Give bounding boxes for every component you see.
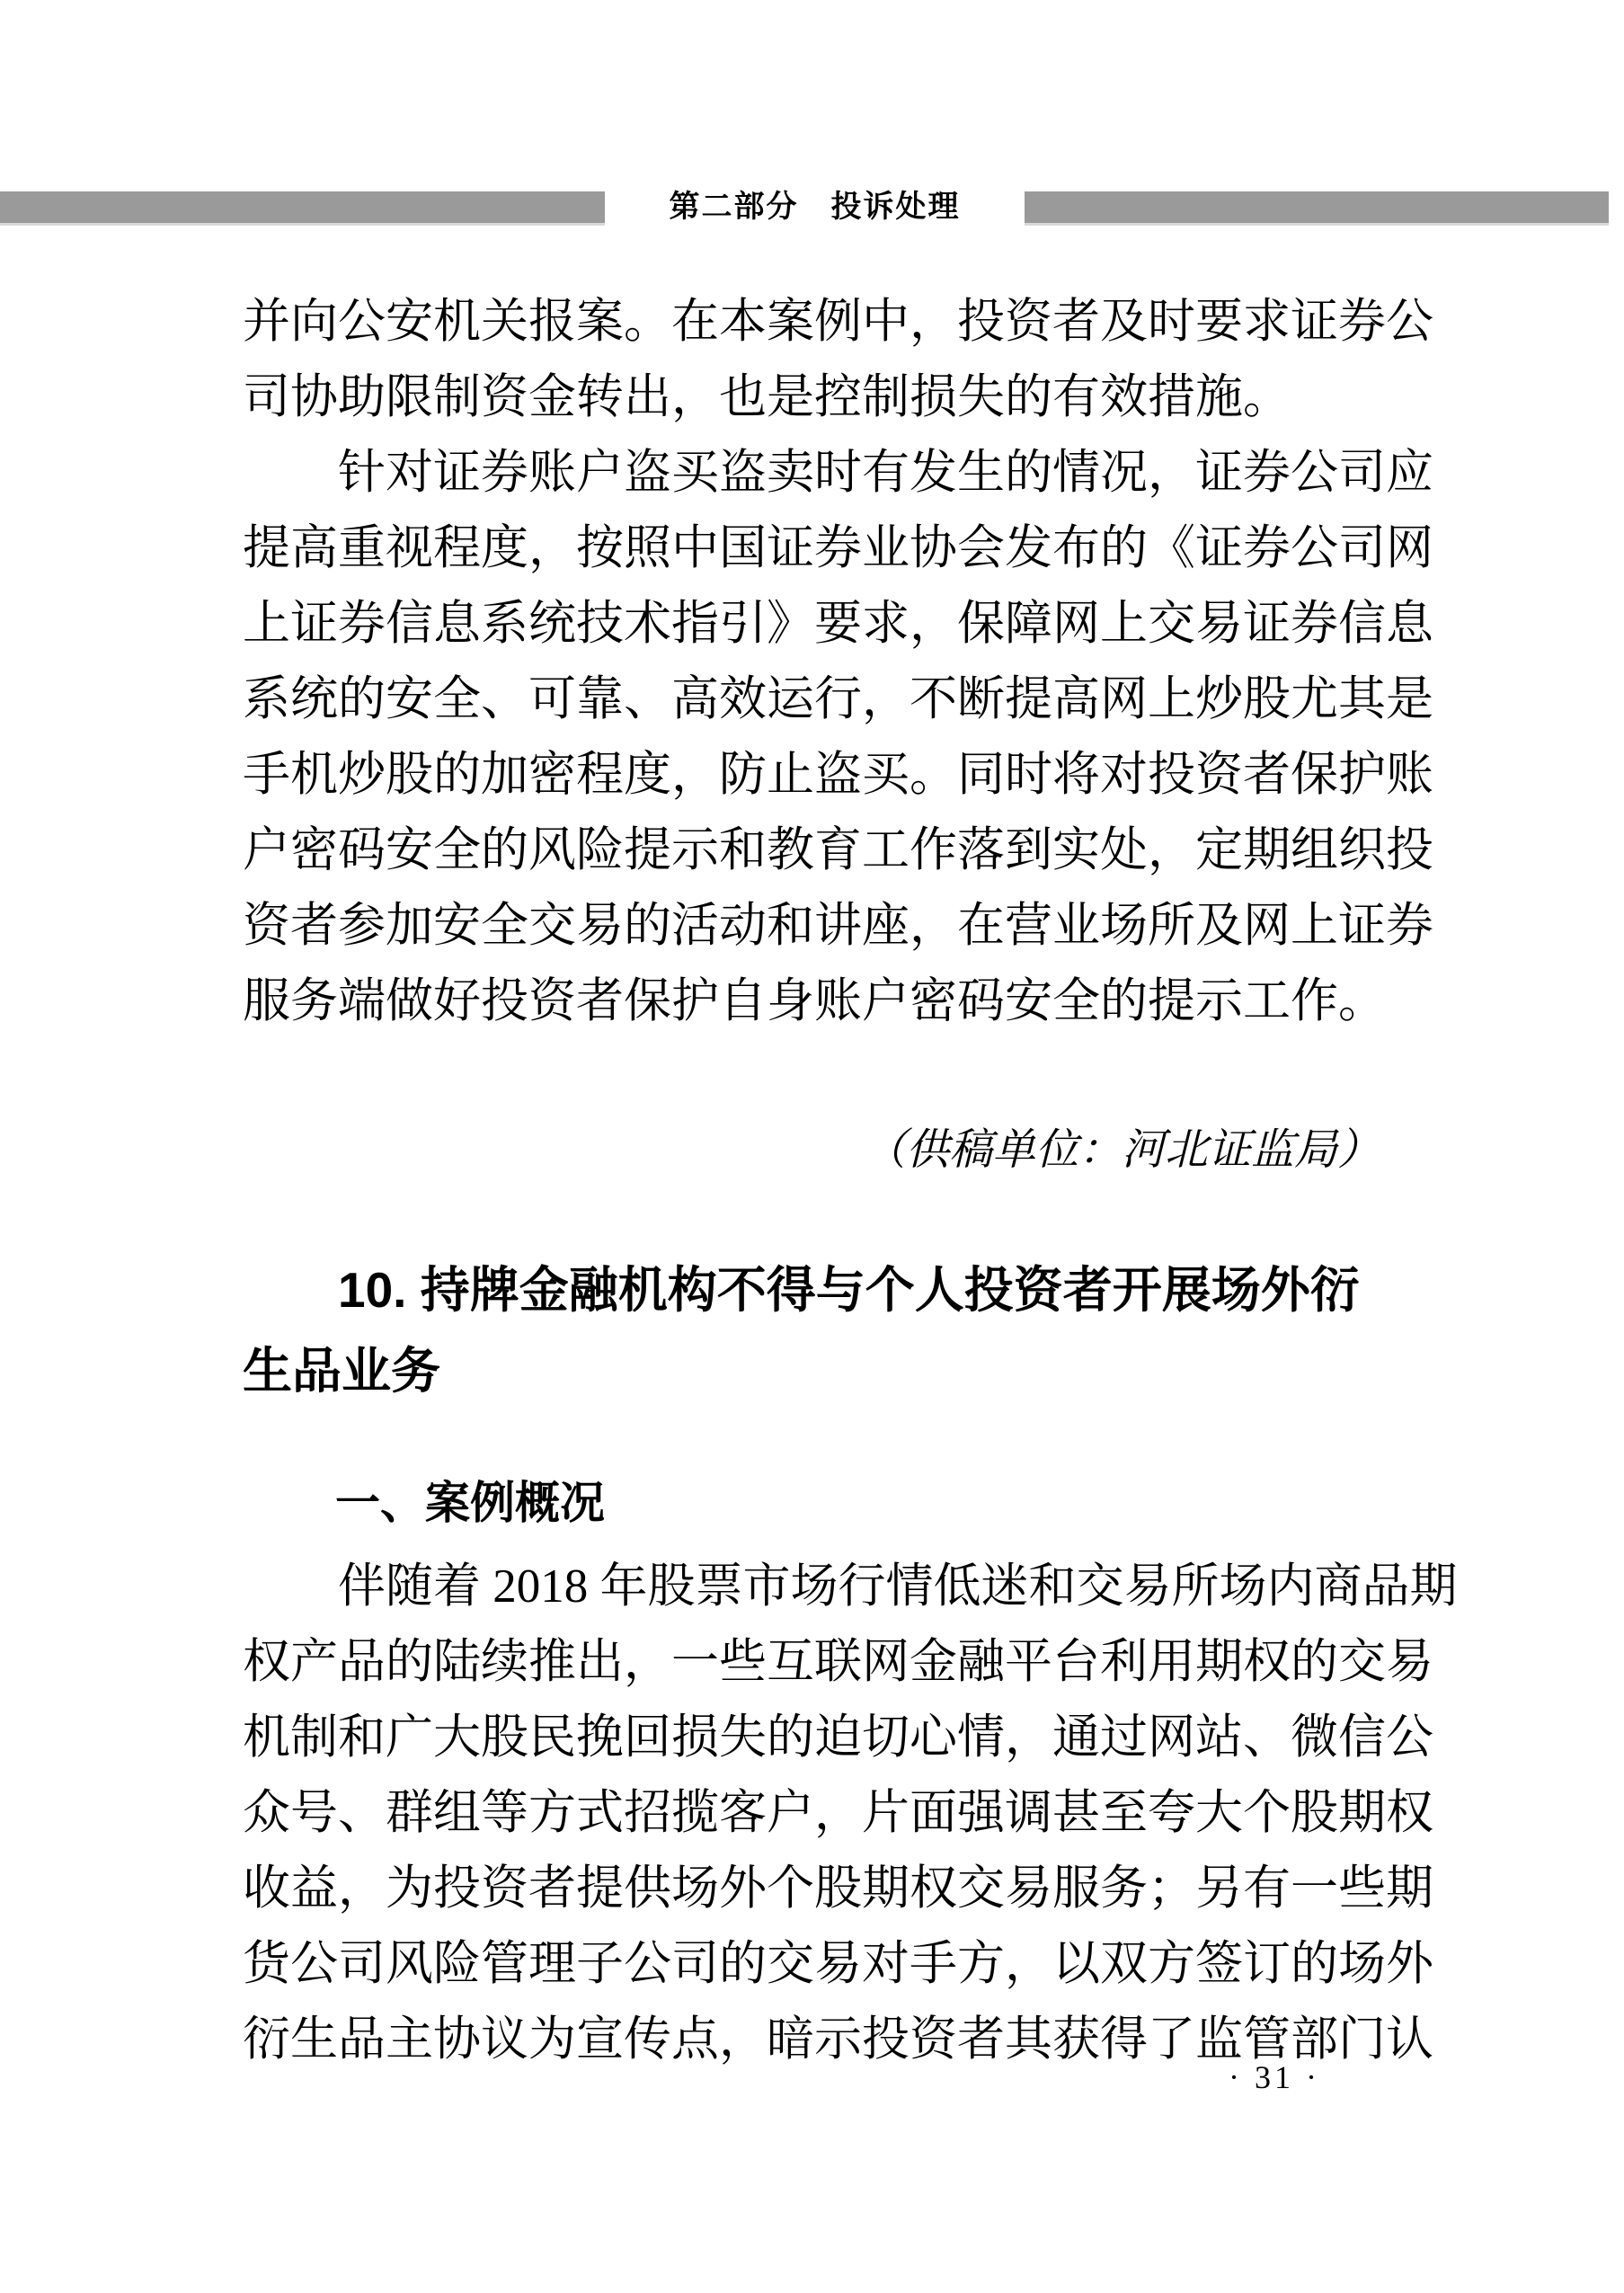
body-line: 收益，为投资者提供场外个股期权交易服务；另有一些期 [243, 1862, 1433, 1915]
paragraph-continued [243, 284, 1433, 435]
body-line: 并向公安机关报案。在本案例中，投资者及时要求证券公 [243, 296, 1433, 348]
body-line: 衍生品主协议为宣传点，暗示投资者其获得了监管部门认 [243, 2013, 1433, 2066]
section-heading [243, 1249, 1456, 1411]
body-line: 货公司风险管理子公司的交易对手方，以双方签订的场外 [243, 1938, 1433, 1990]
subsection-heading: 一、案例概况 [335, 1478, 605, 1528]
body-line: 机制和广大股民挽回损失的迫切心情，通过网站、微信公 [243, 1711, 1433, 1764]
body-line: 伴随着 2018 年股票市场行情低迷和交易所场内商品期 [338, 1560, 1458, 1613]
body-line: 手机炒股的加密程度，防止盗买。同时将对投资者保护账 [243, 749, 1433, 801]
body-line: 上证券信息系统技术指引》要求，保障网上交易证券信息 [243, 598, 1433, 650]
body-line: 权产品的陆续推出，一些互联网金融平台利用期权的交易 [243, 1636, 1433, 1688]
paragraph-case-overview [243, 1549, 1458, 2077]
body-line: 众号、群组等方式招揽客户，片面强调甚至夸大个股期权 [243, 1787, 1433, 1839]
paragraph-advice [243, 435, 1433, 1039]
body-line: 资者参加安全交易的活动和讲座，在营业场所及网上证券 [243, 900, 1433, 952]
body-line: 户密码安全的风险提示和教育工作落到实处，定期组织投 [243, 824, 1433, 876]
body-line: 针对证券账户盗买盗卖时有发生的情况，证券公司应 [338, 447, 1433, 499]
section-heading-line: 生品业务 [243, 1343, 441, 1399]
header-bar-left [0, 191, 605, 226]
running-header-title: 第二部分 投诉处理 [669, 190, 961, 224]
section-heading-line: 10. 持牌金融机构不得与个人投资者开展场外衍 [338, 1262, 1360, 1318]
page-number: · 31 · [1229, 2059, 1320, 2095]
attribution-line: （供稿单位：河北证监局） [862, 1126, 1380, 1174]
body-line: 提高重视程度，按照中国证券业协会发布的《证券公司网 [243, 522, 1433, 574]
body-line: 司协助限制资金转出，也是控制损失的有效措施。 [243, 371, 1291, 423]
header-bar-right [1025, 191, 1609, 226]
body-line: 服务端做好投资者保护自身账户密码安全的提示工作。 [243, 975, 1386, 1027]
body-line: 系统的安全、可靠、高效运行，不断提高网上炒股尤其是 [243, 673, 1433, 725]
